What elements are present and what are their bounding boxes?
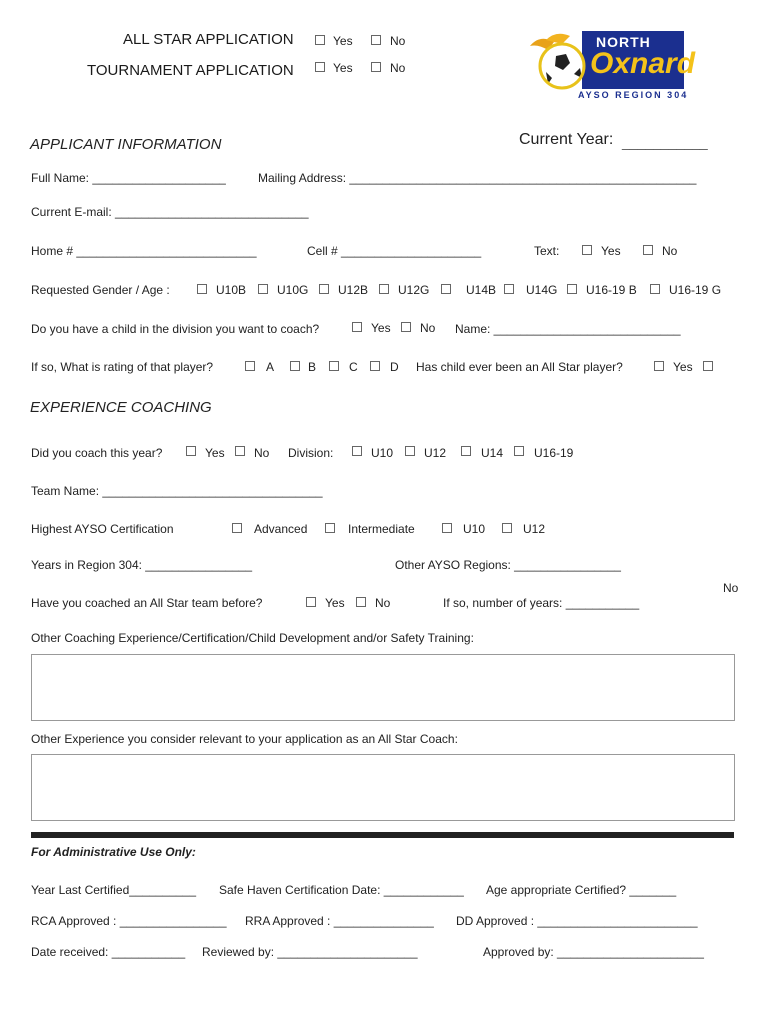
home-phone-field[interactable]: Home # ___________________________ (31, 244, 257, 258)
admin-heading: For Administrative Use Only: (31, 845, 196, 859)
cell-phone-field[interactable]: Cell # _____________________ (307, 244, 482, 258)
tournament-no-label: No (390, 61, 406, 75)
division-u12-checkbox[interactable] (405, 446, 415, 456)
child-yes-checkbox[interactable] (352, 322, 362, 332)
other-regions-field[interactable]: Other AYSO Regions: ________________ (395, 558, 621, 572)
division-u16-19-label: U16-19 (534, 446, 574, 460)
date-received-field[interactable]: Date received: ___________ (31, 945, 186, 959)
other-coaching-textarea[interactable] (31, 654, 735, 721)
current-year-label: Current Year: (519, 131, 614, 148)
coached-allstar-yes-label: Yes (325, 596, 345, 610)
rating-b-checkbox[interactable] (290, 361, 300, 371)
tournament-yes-label: Yes (333, 61, 353, 75)
rating-c-checkbox[interactable] (329, 361, 339, 371)
logo-oxnard-text: Oxnard (590, 47, 696, 80)
email-field[interactable]: Current E-mail: _____________________________ (31, 205, 309, 219)
u12b-checkbox[interactable] (319, 284, 329, 294)
coach-no-checkbox[interactable] (235, 446, 245, 456)
age-appropriate-field[interactable]: Age appropriate Certified? _______ (486, 883, 677, 897)
rating-a-checkbox[interactable] (245, 361, 255, 371)
number-of-years-field[interactable]: If so, number of years: ___________ (443, 596, 640, 610)
child-no-label: No (420, 321, 436, 335)
coach-yes-label: Yes (205, 446, 225, 460)
text-no-label: No (662, 244, 678, 258)
allstar-yes-checkbox[interactable] (315, 35, 325, 45)
cert-intermediate-checkbox[interactable] (325, 523, 335, 533)
u12g-label: U12G (398, 283, 430, 297)
allstar-player-no-label: No (723, 581, 739, 595)
cert-advanced-label: Advanced (254, 522, 308, 536)
division-label: Division: (288, 446, 334, 460)
u16-19b-checkbox[interactable] (567, 284, 577, 294)
allstar-player-yes-checkbox[interactable] (654, 361, 664, 371)
coach-yes-checkbox[interactable] (186, 446, 196, 456)
u12b-label: U12B (338, 283, 369, 297)
cert-u10-checkbox[interactable] (442, 523, 452, 533)
rating-a-label: A (266, 360, 275, 374)
coach-no-label: No (254, 446, 270, 460)
admin-divider (31, 832, 734, 838)
rca-approved-field[interactable]: RCA Approved : ________________ (31, 914, 227, 928)
reviewed-by-field[interactable]: Reviewed by: _____________________ (202, 945, 418, 959)
division-u10-label: U10 (371, 446, 394, 460)
coached-allstar-yes-checkbox[interactable] (306, 597, 316, 607)
ayso-logo (526, 26, 696, 104)
u10g-checkbox[interactable] (258, 284, 268, 294)
text-yes-label: Yes (601, 244, 621, 258)
child-name-field[interactable]: Name: ____________________________ (455, 322, 681, 336)
cert-u12-label: U12 (523, 522, 546, 536)
allstar-player-yes-label: Yes (673, 360, 693, 374)
division-u10-checkbox[interactable] (352, 446, 362, 456)
child-yes-label: Yes (371, 321, 391, 335)
child-division-question: Do you have a child in the division you want to coach? (31, 322, 320, 336)
other-experience-textarea[interactable] (31, 754, 735, 821)
coached-allstar-no-checkbox[interactable] (356, 597, 366, 607)
tournament-yes-checkbox[interactable] (315, 62, 325, 72)
other-experience-label: Other Experience you consider relevant to your application as an All Star Coach: (31, 732, 458, 746)
experience-coaching-heading: EXPERIENCE COACHING (30, 399, 212, 416)
allstar-no-label: No (390, 34, 406, 48)
u16-19g-checkbox[interactable] (650, 284, 660, 294)
u14g-label: U14G (526, 283, 558, 297)
safe-haven-date-field[interactable]: Safe Haven Certification Date: ____________ (219, 883, 464, 897)
mailing-address-field[interactable]: Mailing Address: ____________________________________________________ (258, 171, 697, 185)
cert-u12-checkbox[interactable] (502, 523, 512, 533)
allstar-application-label: ALL STAR APPLICATION (123, 31, 294, 48)
division-u14-label: U14 (481, 446, 504, 460)
team-name-field[interactable]: Team Name: _________________________________ (31, 484, 323, 498)
rating-d-label: D (390, 360, 399, 374)
applicant-info-heading: APPLICANT INFORMATION (30, 136, 222, 153)
allstar-no-checkbox[interactable] (371, 35, 381, 45)
cert-intermediate-label: Intermediate (348, 522, 415, 536)
coach-this-year-question: Did you coach this year? (31, 446, 163, 460)
u10g-label: U10G (277, 283, 309, 297)
rra-approved-field[interactable]: RRA Approved : _______________ (245, 914, 434, 928)
years-region-field[interactable]: Years in Region 304: ________________ (31, 558, 253, 572)
allstar-player-question: Has child ever been an All Star player? (416, 360, 623, 374)
division-u14-checkbox[interactable] (461, 446, 471, 456)
year-last-certified-field[interactable]: Year Last Certified__________ (31, 883, 197, 897)
u14b-label: U14B (466, 283, 497, 297)
current-year-field[interactable]: ___________ (622, 134, 708, 150)
rating-d-checkbox[interactable] (370, 361, 380, 371)
dd-approved-field[interactable]: DD Approved : ________________________ (456, 914, 698, 928)
u16-19b-label: U16-19 B (586, 283, 637, 297)
coached-allstar-no-label: No (375, 596, 391, 610)
u14g-checkbox[interactable] (504, 284, 514, 294)
u10b-checkbox[interactable] (197, 284, 207, 294)
logo-north-text: NORTH (596, 34, 651, 50)
u10b-label: U10B (216, 283, 247, 297)
highest-certification-label: Highest AYSO Certification (31, 522, 174, 536)
text-label: Text: (534, 244, 560, 258)
u12g-checkbox[interactable] (379, 284, 389, 294)
text-yes-checkbox[interactable] (582, 245, 592, 255)
other-coaching-label: Other Coaching Experience/Certification/Child Development and/or Safety Training: (31, 631, 474, 645)
rating-b-label: B (308, 360, 317, 374)
player-rating-question: If so, What is rating of that player? (31, 360, 214, 374)
full-name-field[interactable]: Full Name: ____________________ (31, 171, 226, 185)
child-no-checkbox[interactable] (401, 322, 411, 332)
cert-advanced-checkbox[interactable] (232, 523, 242, 533)
allstar-yes-label: Yes (333, 34, 353, 48)
tournament-no-checkbox[interactable] (371, 62, 381, 72)
u16-19g-label: U16-19 G (669, 283, 722, 297)
coached-allstar-question: Have you coached an All Star team before? (31, 596, 263, 610)
gender-age-label: Requested Gender / Age : (31, 283, 170, 297)
division-u16-19-checkbox[interactable] (514, 446, 524, 456)
division-u12-label: U12 (424, 446, 447, 460)
cert-u10-label: U10 (463, 522, 486, 536)
allstar-player-no-checkbox[interactable] (703, 361, 713, 371)
text-no-checkbox[interactable] (643, 245, 653, 255)
u14b-checkbox[interactable] (441, 284, 451, 294)
rating-c-label: C (349, 360, 358, 374)
approved-by-field[interactable]: Approved by: ______________________ (483, 945, 704, 959)
tournament-application-label: TOURNAMENT APPLICATION (87, 62, 294, 79)
logo-region-text: AYSO REGION 304 (578, 90, 689, 100)
